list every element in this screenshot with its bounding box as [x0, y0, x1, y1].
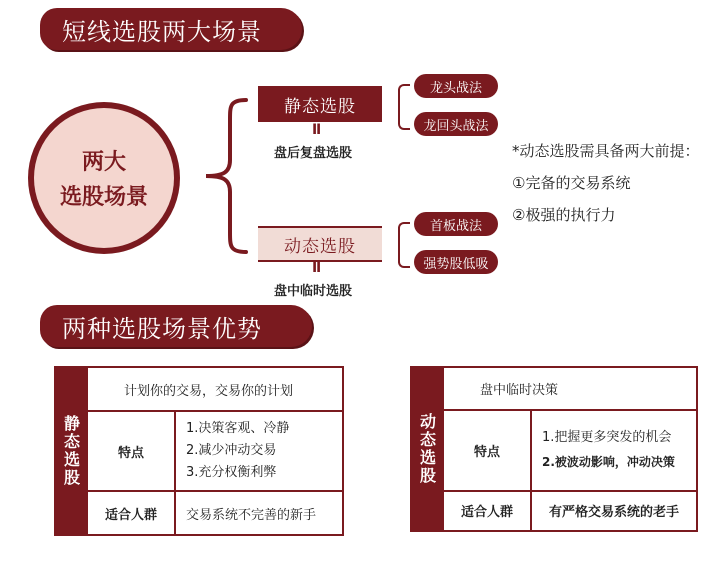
method-pill: 龙回头战法: [414, 112, 498, 136]
static-features-label: 特点: [87, 411, 175, 491]
static-methods-bracket: [398, 84, 410, 130]
center-line-1: 两大: [81, 150, 126, 175]
center-circle-inner: [34, 108, 174, 248]
method-pill: 首板战法: [414, 212, 498, 236]
note-item: ②极强的执行力: [512, 206, 616, 224]
note-item: ①完备的交易系统: [512, 174, 631, 192]
center-line-2: 选股场景: [59, 185, 148, 210]
dynamic-features: [531, 410, 697, 491]
main-brace: [200, 96, 250, 256]
static-audience-label: 适合人群: [87, 491, 175, 535]
center-circle: [28, 102, 180, 254]
dynamic-selection-bar: 动态选股: [258, 226, 382, 262]
dynamic-subtitle: 盘中临时选股: [274, 284, 353, 299]
static-equals: Ⅱ: [312, 122, 322, 138]
static-table-side: 静态选股: [55, 367, 87, 535]
dynamic-summary: 盘中临时决策: [443, 367, 697, 410]
static-audience: 交易系统不完善的新手: [175, 491, 343, 535]
method-pill: 强势股低吸: [414, 250, 498, 274]
scenes-title: 短线选股两大场景: [62, 17, 262, 46]
scenes-banner: [40, 8, 302, 50]
feature-item: 1.决策客观、冷静: [186, 421, 290, 436]
static-subtitle: 盘后复盘选股: [274, 146, 353, 161]
feature-item: 1.把握更多突发的机会: [542, 430, 672, 445]
static-table: [54, 366, 344, 536]
feature-item: 3.充分权衡利弊: [186, 465, 277, 480]
dynamic-methods-bracket: [398, 222, 410, 268]
dynamic-audience-label: 适合人群: [443, 491, 531, 532]
feature-item: 2.减少冲动交易: [186, 443, 277, 458]
static-summary: 计划你的交易，交易你的计划: [87, 367, 343, 411]
feature-item: 2.被波动影响，冲动决策: [542, 455, 675, 469]
dynamic-features-label: 特点: [443, 410, 531, 491]
static-features: [175, 411, 343, 491]
static-selection-bar: 静态选股: [258, 86, 382, 122]
dynamic-equals: Ⅱ: [312, 260, 322, 276]
dynamic-table-side: 动态选股: [411, 367, 443, 531]
dynamic-audience: 有严格交易系统的老手: [531, 491, 697, 532]
note-title: *动态选股需具备两大前提：: [512, 142, 700, 160]
method-pill: 龙头战法: [414, 74, 498, 98]
advantages-banner: [40, 305, 312, 347]
advantages-title: 两种选股场景优势: [62, 314, 262, 343]
dynamic-table: [410, 366, 698, 532]
